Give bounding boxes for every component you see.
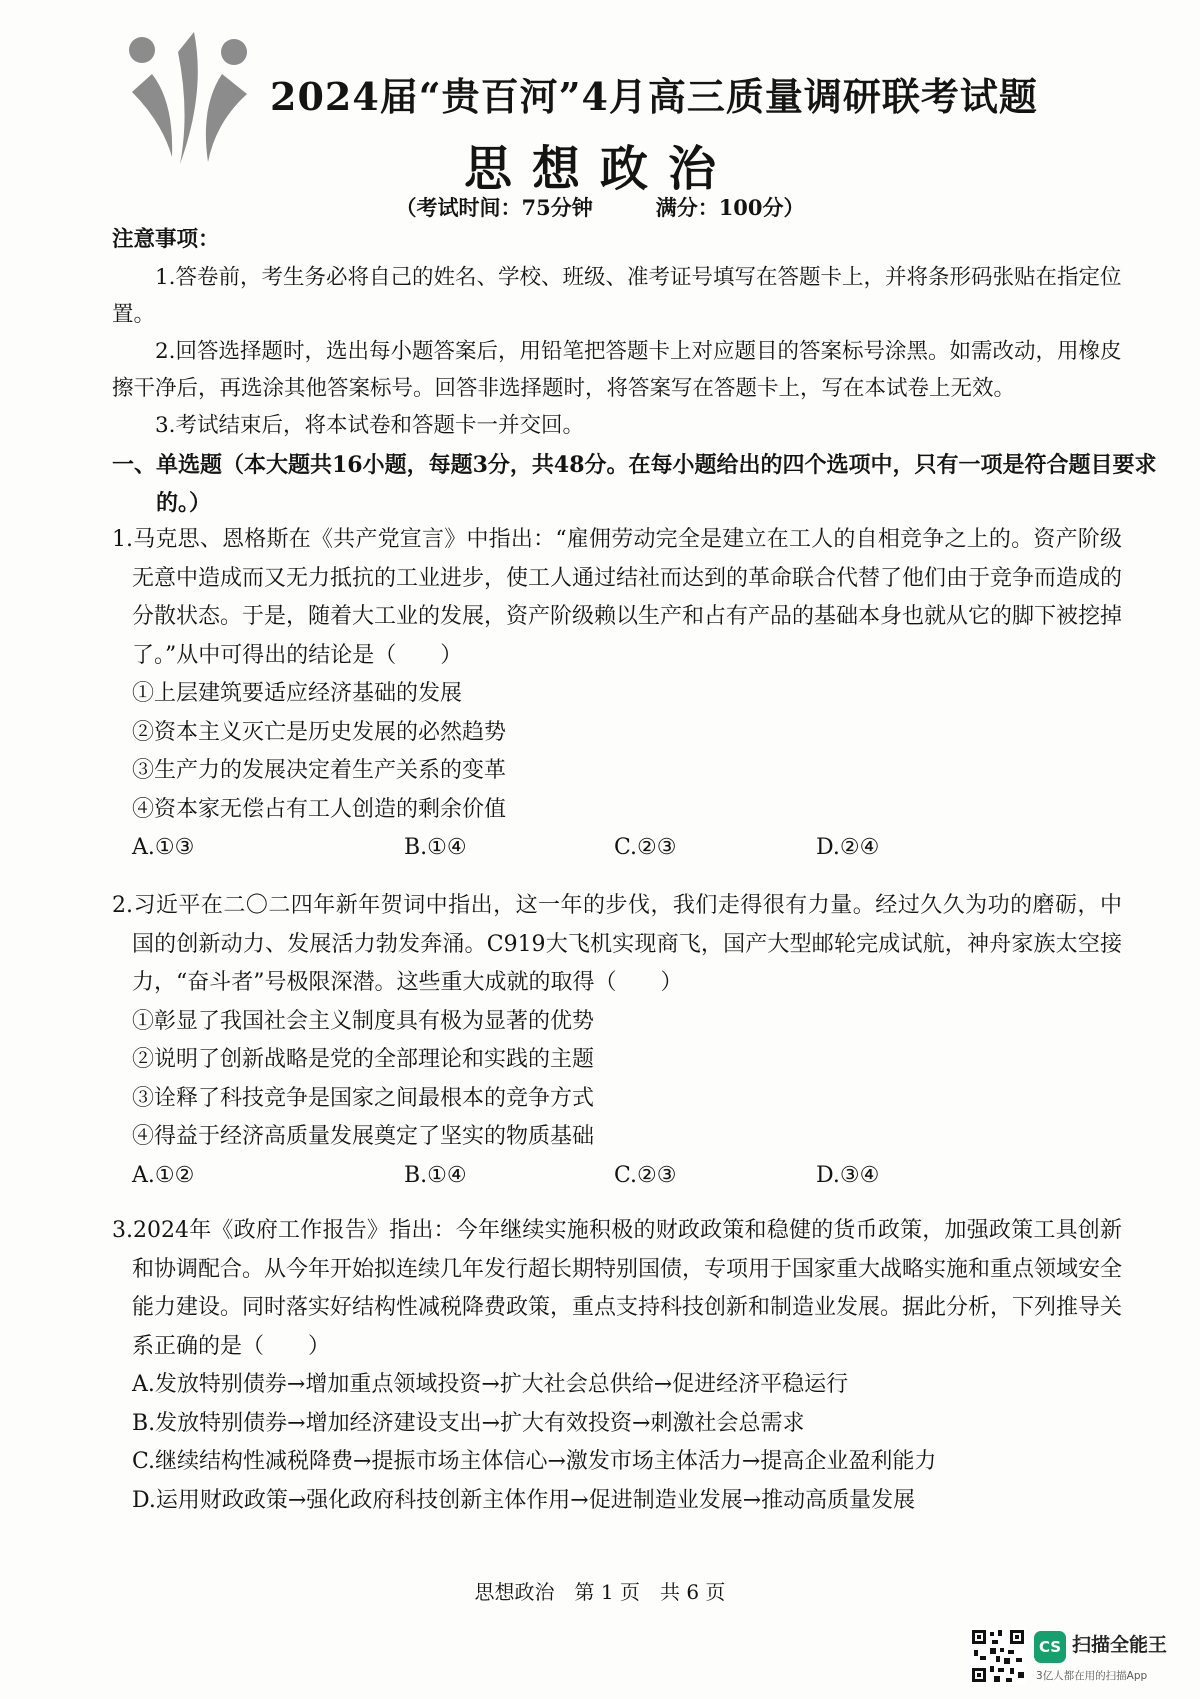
notice-heading: 注意事项： xyxy=(112,227,220,252)
statement-3: ③诠释了科技竞争是国家之间最根本的竞争方式 xyxy=(132,1085,595,1111)
qr-code-icon xyxy=(970,1628,1026,1684)
question-stem: 2.习近平在二〇二四年新年贺词中指出，这一年的步伐，我们走得很有力量。经过久久为功的磨砺，中国的创新动力、发展活力勃发奔涌。C919大飞机实现商飞，国产大型邮轮完成试航，神舟家族太空接力，“奋斗者”号极限深潜。这些重大成就的取得（ ） xyxy=(112,893,1122,995)
option-b: B.①④ xyxy=(404,1162,467,1188)
scanner-app-tagline: 3亿人都在用的扫描App xyxy=(1036,1670,1148,1682)
statement-4: ④得益于经济高质量发展奠定了坚实的物质基础 xyxy=(132,1124,595,1149)
statement-4: ④资本家无偿占有工人创造的剩余价值 xyxy=(132,796,507,822)
question-stem: 1.马克思、恩格斯在《共产党宣言》中指出：“雇佣劳动完全是建立在工人的自相竞争之上的。资产阶级无意中造成而又无力抵抗的工业进步，使工人通过结社而达到的革命联合代替了他们由于竞争而造成的分散状态。于是，随着大工业的发展，资产阶级赖以生产和占有产品的基础本身也就从它的脚下被挖掉了。”从中可得出的结论是（ ） xyxy=(112,527,1123,668)
option-b: B.①④ xyxy=(404,835,467,860)
scanner-app-badge: CS xyxy=(1034,1631,1066,1663)
statement-2: ②资本主义灭亡是历史发展的必然趋势 xyxy=(132,719,507,745)
answer-options xyxy=(112,1157,1122,1196)
exam-title: 2024届“贵百河”4月高三质量调研联考试题 xyxy=(270,74,1038,119)
option-c: C.继续结构性减税降费→提振市场主体信心→激发市场主体活力→提高企业盈利能力 xyxy=(132,1449,937,1474)
statement-3: ③生产力的发展决定着生产关系的变革 xyxy=(132,758,507,783)
notice-item-2: 2.回答选择题时，选出每小题答案后，用铅笔把答题卡上对应题目的答案标号涂黑。如需改动，用橡皮擦干净后，再选涂其他答案标号。回答非选择题时，将答案写在答题卡上，写在本试卷上无效。 xyxy=(112,339,1122,401)
answer-options xyxy=(112,829,1122,868)
notice-item-1: 1.答卷前，考生务必将自己的姓名、学校、班级、准考证号填写在答题卡上，并将条形码张贴在指定位置。 xyxy=(112,265,1122,327)
statement-1: ①彰显了我国社会主义制度具有极为显著的优势 xyxy=(132,1008,595,1034)
question-3 xyxy=(112,1212,1122,1520)
option-d: D.②④ xyxy=(816,835,880,860)
option-a: A.①③ xyxy=(132,835,195,860)
option-d: D.运用财政政策→强化政府科技创新主体作用→促进制造业发展→推动高质量发展 xyxy=(132,1487,916,1513)
option-a: A.①② xyxy=(132,1162,195,1188)
notice-list xyxy=(112,259,1122,444)
option-c: C.②③ xyxy=(614,835,677,860)
statement-2: ②说明了创新战略是党的全部理论和实践的主题 xyxy=(132,1047,595,1072)
option-b: B.发放特别债券→增加经济建设支出→扩大有效投资→刺激社会总需求 xyxy=(132,1410,805,1436)
notice-item-3: 3.考试结束后，将本试卷和答题卡一并交回。 xyxy=(155,413,585,438)
page-footer: 思想政治 第 1 页 共 6 页 xyxy=(474,1580,726,1604)
option-c: C.②③ xyxy=(614,1162,677,1188)
option-d: D.③④ xyxy=(816,1162,880,1188)
statement-1: ①上层建筑要适应经济基础的发展 xyxy=(132,681,463,706)
question-stem: 3.2024年《政府工作报告》指出：今年继续实施积极的财政政策和稳健的货币政策，加强政策工具创新和协调配合。从今年开始拟连续几年发行超长期特别国债，专项用于国家重大战略实施和重点领域安全能力建设。同时落实好结构性减税降费政策，重点支持科技创新和制造业发展。据此分析，下列推导关系正确的是（ ） xyxy=(112,1218,1123,1359)
option-a: A.发放特别债券→增加重点领域投资→扩大社会总供给→促进经济平稳运行 xyxy=(132,1372,849,1397)
exam-info: （考试时间：75分钟 满分：100分） xyxy=(395,195,805,220)
scanner-app-name: 扫描全能王 xyxy=(1072,1634,1168,1656)
question-2 xyxy=(112,887,1122,1195)
section-heading: 一、单选题（本大题共16小题，每题3分，共48分。在每小题给出的四个选项中，只有一项是符合题目要求的。） xyxy=(112,452,1157,516)
subject-title: 思想政治 xyxy=(463,141,736,197)
question-1 xyxy=(112,521,1122,868)
